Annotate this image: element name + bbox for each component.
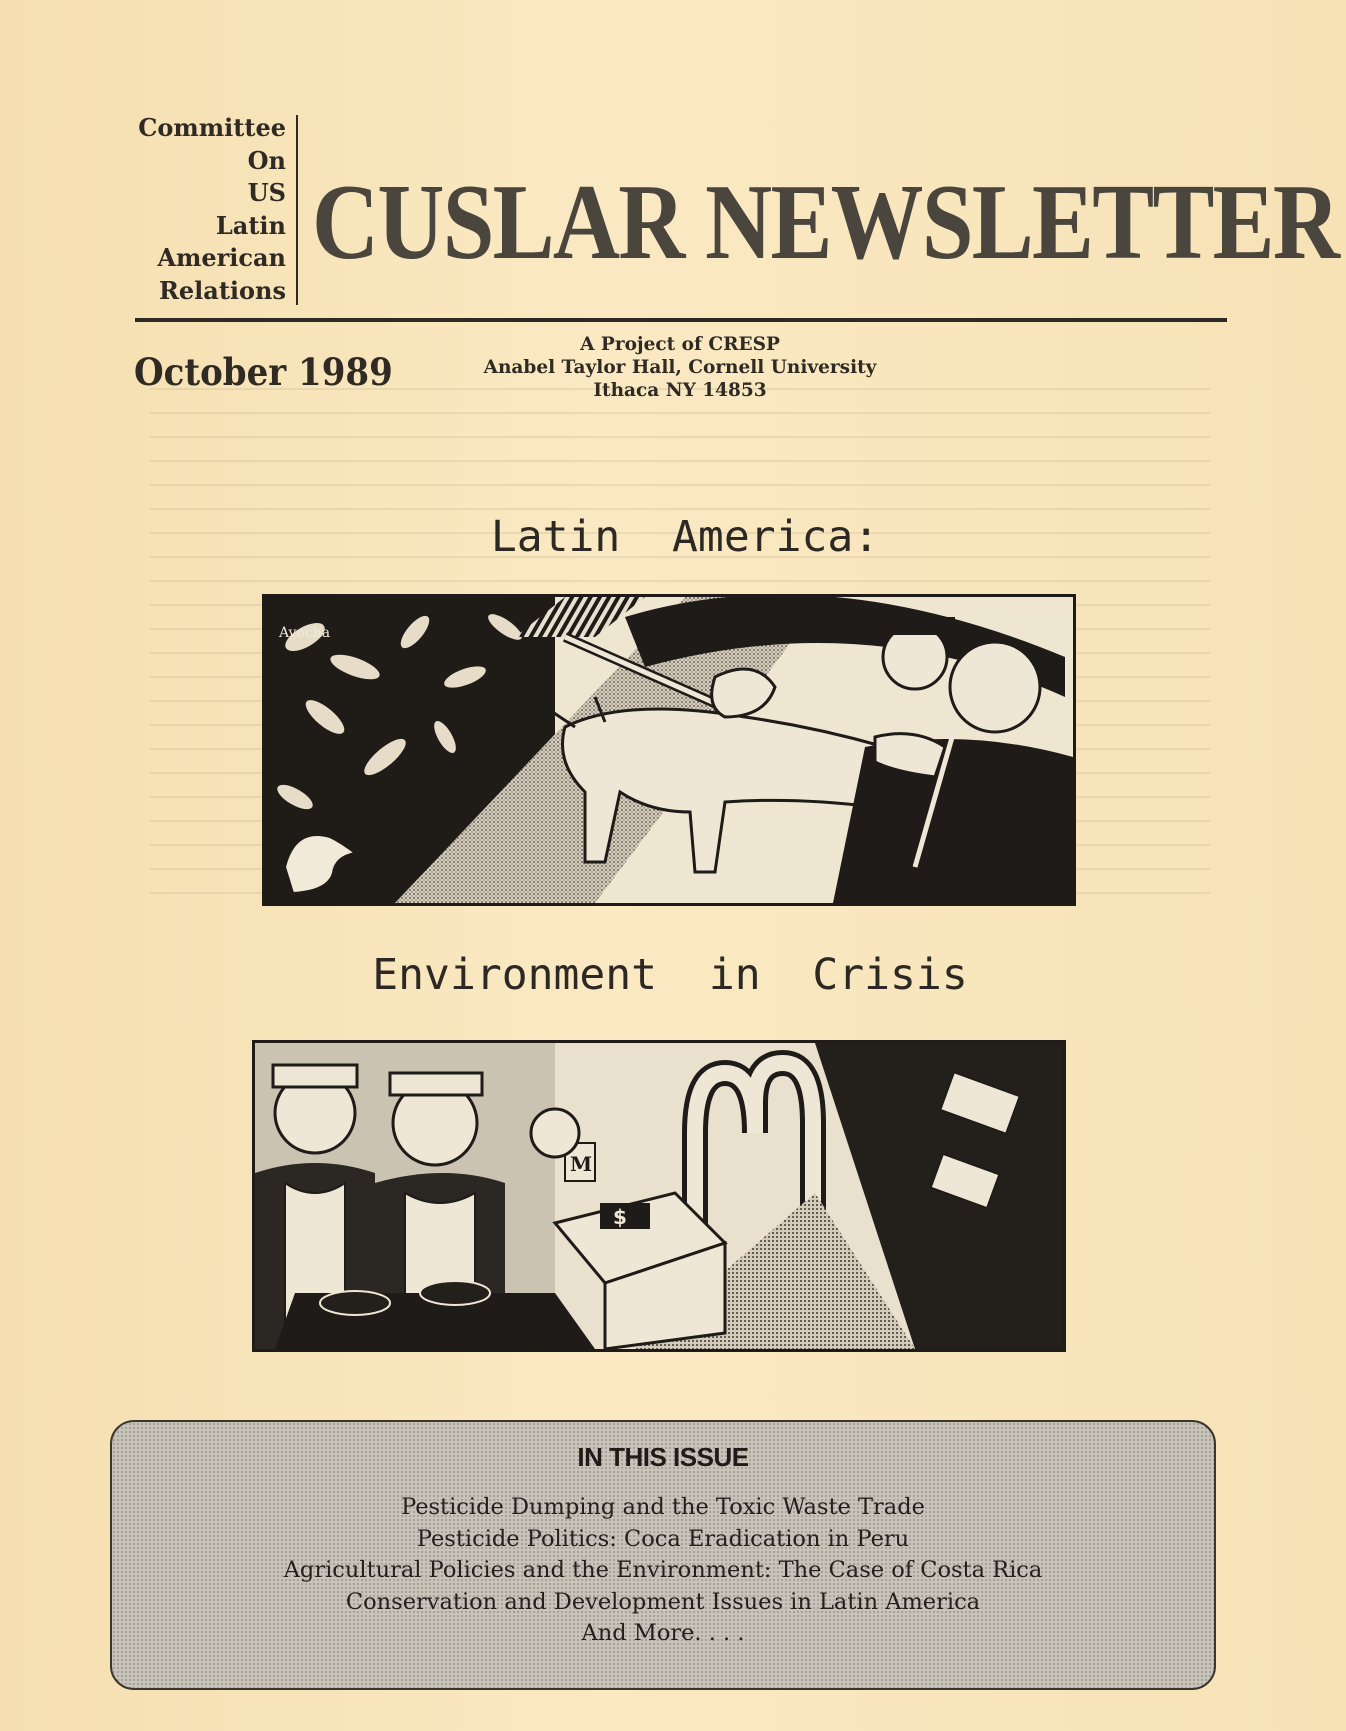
issue-item: Agricultural Policies and the Environment: The Case of Costa Rica <box>283 1557 1043 1583</box>
issue-item: Pesticide Dumping and the Toxic Waste Trade <box>401 1494 925 1520</box>
headline-line-2: Environment in Crisis <box>372 950 968 1000</box>
in-this-issue-box <box>110 1420 1216 1690</box>
bag-logo: M <box>570 1152 593 1176</box>
headline-line-1: Latin America: <box>490 512 880 562</box>
project-address <box>470 333 890 402</box>
committee-line: US <box>247 178 286 207</box>
issue-date: October 1989 <box>134 350 393 394</box>
project-line: Anabel Taylor Hall, Cornell University <box>483 357 877 378</box>
masthead-divider <box>296 115 298 305</box>
artist-signature: Avocha <box>279 625 331 641</box>
in-this-issue-title: IN THIS ISSUE <box>577 1442 749 1472</box>
project-line: Ithaca NY 14853 <box>593 380 767 401</box>
issue-item: Pesticide Politics: Coca Eradication in Peru <box>416 1525 910 1552</box>
committee-line: Committee <box>138 113 286 142</box>
committee-line: On <box>247 145 286 175</box>
dollar-sign: $ <box>613 1205 627 1229</box>
committee-line: Latin <box>215 210 286 240</box>
in-this-issue-list <box>112 1492 1214 1650</box>
deforestation-drawing <box>265 597 1073 903</box>
illustration-deforestation <box>262 594 1076 906</box>
committee-line: Relations <box>158 275 286 305</box>
committee-line: American <box>157 243 286 272</box>
newsletter-title: CUSLAR NEWSLETTER <box>312 163 1339 282</box>
illustration-fast-food <box>252 1040 1066 1352</box>
committee-name <box>120 112 286 307</box>
project-line: A Project of CRESP <box>580 334 780 355</box>
fast-food-drawing <box>255 1043 1063 1349</box>
issue-item: And More. . . . <box>581 1620 745 1646</box>
issue-item: Conservation and Development Issues in Latin America <box>345 1588 981 1615</box>
masthead-rule <box>135 318 1227 322</box>
